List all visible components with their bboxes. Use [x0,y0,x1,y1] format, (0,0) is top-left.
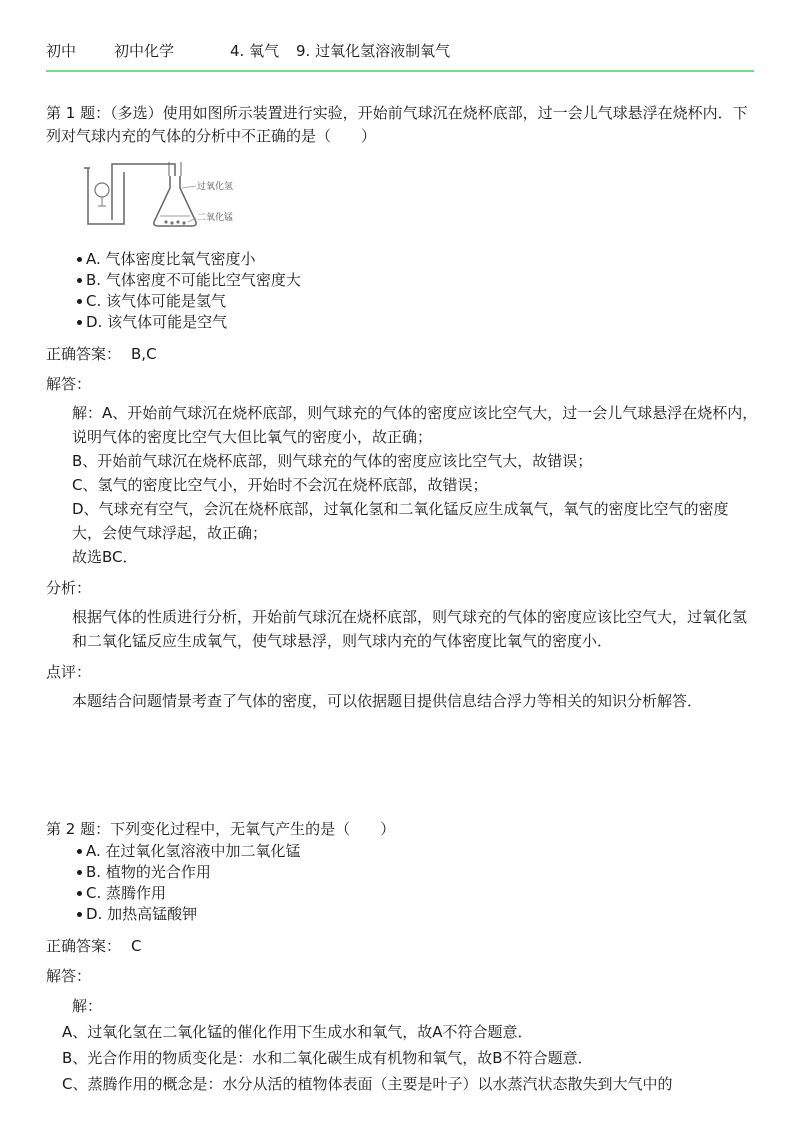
option-a[interactable]: A. 在过氧化氢溶液中加二氧化锰 [46,841,758,862]
answer-label: 正确答案： [46,345,122,363]
answer-label: 正确答案： [46,937,122,955]
answer-row [46,343,758,365]
experiment-figure [82,160,758,239]
solution-label: 解答： [46,967,92,985]
header-divider [46,70,754,72]
solution-line: 故选BC． [72,548,138,566]
figure-label-top: 过氧化氢 [197,182,234,192]
question-1-text: 第 1 题：（多选）使用如图所示装置进行实验，开始前气球沉在烧杯底部，过一会儿气球悬浮在烧杯内．下列对气球内充的气体的分析中不正确的是（ ） [46,104,748,145]
breadcrumb-level1[interactable]: 初中 [46,42,77,60]
option-d[interactable]: D. 加热高锰酸钾 [46,904,758,925]
solution-line: B、开始前气球沉在烧杯底部，则气球充的气体的密度应该比空气大，故错误； [72,452,593,470]
solution-line: B、光合作用的物质变化是：水和二氧化碳生成有机物和氧气，故B不符合题意． [62,1049,593,1067]
question-1 [46,102,758,713]
breadcrumb [46,40,754,61]
solution-line: D、气球充有空气，会沉在烧杯底部，过氧化氢和二氧化锰反应生成氧气，氧气的密度比空气的密度大，会使气球浮起，故正确； [72,500,729,542]
breadcrumb-level2[interactable]: 初中化学 [114,42,175,60]
analysis-label: 分析： [46,579,92,597]
solution-body [46,993,758,1097]
solution-line: A、过氧化氢在二氧化锰的催化作用下生成水和氧气，故A不符合题意． [62,1023,533,1041]
breadcrumb-level4[interactable]: 9. 过氧化氢溶液制氧气 [296,42,451,60]
solution-body [46,401,758,569]
answer-value: B,C [131,345,157,363]
analysis-body: 根据气体的性质进行分析，开始前气球沉在烧杯底部，则气球充的气体的密度应该比空气大，过氧化氢和二氧化锰反应生成氧气，使气球悬浮，则气球内充的气体密度比氧气的密度小． [72,608,748,650]
question-2-text: 第 2 题：下列变化过程中，无氧气产生的是（ ） [46,820,396,838]
solution-line: C、蒸腾作用的概念是：水分从活的植物体表面（主要是叶子）以水蒸汽状态散失到大气中的 [62,1075,673,1093]
answer-row [46,935,758,957]
solution-line: C、氢气的密度比空气小，开始时不会沉在烧杯底部，故错误； [72,476,488,494]
comment-body: 本题结合问题情景考查了气体的密度，可以依据题目提供信息结合浮力等相关的知识分析解答． [72,692,703,710]
breadcrumb-level3[interactable]: 4. 氧气 [230,42,280,60]
solution-line: 解： [72,997,103,1015]
solution-line: 解：A、开始前气球沉在烧杯底部，则气球充的气体的密度应该比空气大，过一会儿气球悬浮在烧杯内，说明气体的密度比空气大但比氧气的密度小，故正确； [72,404,758,446]
comment-label: 点评： [46,663,92,681]
figure-label-bottom: 二氧化锰 [197,213,234,223]
question-2-options [46,841,758,925]
option-c[interactable]: C. 蒸腾作用 [46,883,758,904]
question-1-options [46,249,758,333]
answer-value: C [131,937,142,955]
question-2 [46,818,758,1097]
option-a[interactable]: A. 气体密度比氧气密度小 [46,249,758,270]
option-b[interactable]: B. 气体密度不可能比空气密度大 [46,270,758,291]
solution-label: 解答： [46,375,92,393]
apparatus-diagram [82,160,252,232]
option-d[interactable]: D. 该气体可能是空气 [46,312,758,333]
option-c[interactable]: C. 该气体可能是氢气 [46,291,758,312]
option-b[interactable]: B. 植物的光合作用 [46,862,758,883]
